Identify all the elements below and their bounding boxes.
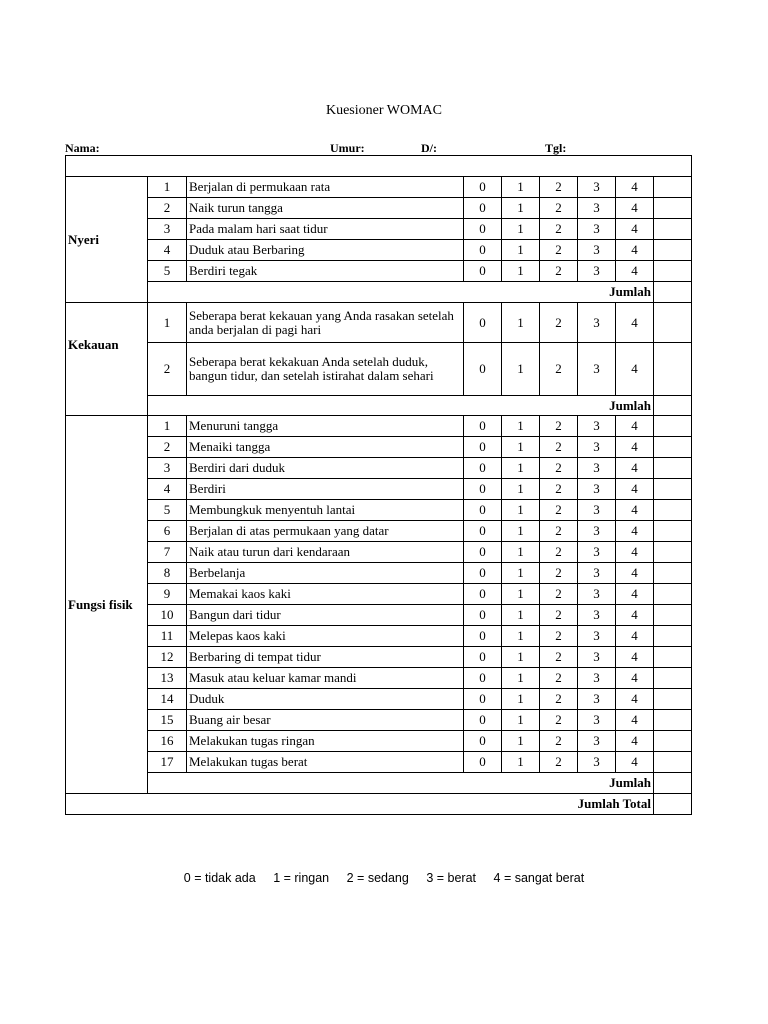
- item-number: 16: [148, 731, 187, 752]
- item-number: 8: [148, 563, 187, 584]
- score-option[interactable]: 0: [464, 240, 502, 261]
- item-text: Seberapa berat kekakuan Anda setelah duduk, bangun tidur, dan setelah istirahat dalam sehari: [187, 343, 464, 396]
- answer-cell[interactable]: [654, 458, 692, 479]
- score-option[interactable]: 2: [540, 689, 578, 710]
- legend-item: 2 = sedang: [346, 871, 409, 885]
- score-option[interactable]: 4: [616, 261, 654, 282]
- item-text: Membungkuk menyentuh lantai: [187, 500, 464, 521]
- score-option[interactable]: 4: [616, 437, 654, 458]
- answer-cell[interactable]: [654, 240, 692, 261]
- score-option[interactable]: 0: [464, 647, 502, 668]
- sum-value-cell[interactable]: [654, 282, 692, 303]
- legend-item: 1 = ringan: [273, 871, 330, 885]
- legend-item: 0 = tidak ada: [183, 871, 256, 885]
- item-number: 4: [148, 479, 187, 500]
- score-option[interactable]: 0: [464, 479, 502, 500]
- score-option[interactable]: 0: [464, 198, 502, 219]
- question-row: [66, 731, 692, 752]
- score-option[interactable]: 4: [616, 689, 654, 710]
- score-option[interactable]: 2: [540, 542, 578, 563]
- form-title: Kuesioner WOMAC: [325, 103, 442, 118]
- question-row: [66, 343, 692, 396]
- score-option[interactable]: 4: [616, 303, 654, 343]
- score-option[interactable]: 0: [464, 458, 502, 479]
- score-option[interactable]: 2: [540, 437, 578, 458]
- score-option[interactable]: 1: [502, 240, 540, 261]
- item-text: Duduk: [187, 689, 464, 710]
- tgl-label: Tgl:: [545, 141, 567, 155]
- item-number: 9: [148, 584, 187, 605]
- score-option[interactable]: 0: [464, 416, 502, 437]
- item-number: 11: [148, 626, 187, 647]
- item-text: Berjalan di permukaan rata: [187, 177, 464, 198]
- score-option[interactable]: 2: [540, 563, 578, 584]
- score-option[interactable]: 3: [578, 479, 616, 500]
- score-option[interactable]: 4: [616, 458, 654, 479]
- question-row: [66, 605, 692, 626]
- score-option[interactable]: 4: [616, 416, 654, 437]
- score-option[interactable]: 3: [578, 668, 616, 689]
- item-text: Melepas kaos kaki: [187, 626, 464, 647]
- item-text: Berjalan di atas permukaan yang datar: [187, 521, 464, 542]
- umur-label: Umur:: [330, 141, 365, 155]
- item-text: Melakukan tugas ringan: [187, 731, 464, 752]
- score-option[interactable]: 4: [616, 752, 654, 773]
- answer-cell[interactable]: [654, 647, 692, 668]
- question-row: [66, 458, 692, 479]
- score-option[interactable]: 2: [540, 198, 578, 219]
- score-option[interactable]: 3: [578, 343, 616, 396]
- section-sum-row: [66, 396, 692, 416]
- sum-label: Jumlah: [148, 773, 654, 794]
- legend-item: 4 = sangat berat: [493, 871, 585, 885]
- answer-cell[interactable]: [654, 437, 692, 458]
- section-label-kekauan: Kekauan: [66, 303, 148, 416]
- answer-cell[interactable]: [654, 584, 692, 605]
- legend-item: 3 = berat: [426, 871, 477, 885]
- item-number: 13: [148, 668, 187, 689]
- item-number: 15: [148, 710, 187, 731]
- question-row: [66, 542, 692, 563]
- score-option[interactable]: 4: [616, 479, 654, 500]
- score-option[interactable]: 0: [464, 343, 502, 396]
- score-option[interactable]: 3: [578, 177, 616, 198]
- question-row: [66, 303, 692, 343]
- question-row: [66, 521, 692, 542]
- item-number: 1: [148, 303, 187, 343]
- score-option[interactable]: 2: [540, 261, 578, 282]
- score-option[interactable]: 3: [578, 416, 616, 437]
- score-option[interactable]: 3: [578, 458, 616, 479]
- item-text: Bangun dari tidur: [187, 605, 464, 626]
- score-option[interactable]: 0: [464, 437, 502, 458]
- score-option[interactable]: 0: [464, 563, 502, 584]
- section-sum-row: [66, 282, 692, 303]
- score-option[interactable]: 2: [540, 647, 578, 668]
- item-text: Masuk atau keluar kamar mandi: [187, 668, 464, 689]
- item-text: Memakai kaos kaki: [187, 584, 464, 605]
- score-option[interactable]: 0: [464, 542, 502, 563]
- score-option[interactable]: 0: [464, 584, 502, 605]
- score-option[interactable]: 2: [540, 240, 578, 261]
- answer-cell[interactable]: [654, 689, 692, 710]
- item-number: 3: [148, 458, 187, 479]
- score-option[interactable]: 0: [464, 219, 502, 240]
- score-option[interactable]: 3: [578, 240, 616, 261]
- score-option[interactable]: 0: [464, 605, 502, 626]
- answer-cell[interactable]: [654, 710, 692, 731]
- item-text: Naik turun tangga: [187, 198, 464, 219]
- score-option[interactable]: 1: [502, 437, 540, 458]
- score-option[interactable]: 2: [540, 584, 578, 605]
- score-option[interactable]: 4: [616, 647, 654, 668]
- score-option[interactable]: 3: [578, 542, 616, 563]
- score-option[interactable]: 1: [502, 198, 540, 219]
- score-option[interactable]: 3: [578, 521, 616, 542]
- score-option[interactable]: 3: [578, 563, 616, 584]
- sum-label: Jumlah: [148, 396, 654, 416]
- item-number: 10: [148, 605, 187, 626]
- score-option[interactable]: 4: [616, 500, 654, 521]
- question-row: [66, 689, 692, 710]
- question-row: [66, 500, 692, 521]
- score-option[interactable]: 1: [502, 710, 540, 731]
- score-option[interactable]: 3: [578, 584, 616, 605]
- score-option[interactable]: 4: [616, 198, 654, 219]
- d-label: D/:: [421, 141, 437, 155]
- item-number: 2: [148, 437, 187, 458]
- score-option[interactable]: 1: [502, 521, 540, 542]
- item-text: Buang air besar: [187, 710, 464, 731]
- question-row: [66, 752, 692, 773]
- score-option[interactable]: 0: [464, 626, 502, 647]
- item-text: Berdiri tegak: [187, 261, 464, 282]
- item-number: 1: [148, 177, 187, 198]
- score-option[interactable]: 1: [502, 689, 540, 710]
- score-option[interactable]: 2: [540, 458, 578, 479]
- score-option[interactable]: 2: [540, 479, 578, 500]
- score-option[interactable]: 2: [540, 668, 578, 689]
- answer-cell[interactable]: [654, 626, 692, 647]
- section-sum-row: [66, 773, 692, 794]
- item-text: Duduk atau Berbaring: [187, 240, 464, 261]
- score-option[interactable]: 2: [540, 710, 578, 731]
- score-option[interactable]: 0: [464, 261, 502, 282]
- item-number: 5: [148, 500, 187, 521]
- question-row: [66, 647, 692, 668]
- item-text: Seberapa berat kekauan yang Anda rasakan setelah anda berjalan di pagi hari: [187, 303, 464, 343]
- score-option[interactable]: 1: [502, 500, 540, 521]
- sum-label: Jumlah: [148, 282, 654, 303]
- score-option[interactable]: 2: [540, 521, 578, 542]
- score-option[interactable]: 1: [502, 605, 540, 626]
- score-option[interactable]: 3: [578, 303, 616, 343]
- score-option[interactable]: 3: [578, 437, 616, 458]
- score-option[interactable]: 1: [502, 752, 540, 773]
- score-option[interactable]: 1: [502, 219, 540, 240]
- score-option[interactable]: 2: [540, 752, 578, 773]
- answer-cell[interactable]: [654, 416, 692, 437]
- score-option[interactable]: 3: [578, 647, 616, 668]
- score-option[interactable]: 1: [502, 458, 540, 479]
- item-number: 4: [148, 240, 187, 261]
- score-option[interactable]: 0: [464, 689, 502, 710]
- blank-cell: [66, 156, 692, 177]
- score-option[interactable]: 0: [464, 177, 502, 198]
- score-option[interactable]: 1: [502, 343, 540, 396]
- score-option[interactable]: 2: [540, 177, 578, 198]
- answer-cell[interactable]: [654, 343, 692, 396]
- question-row: [66, 584, 692, 605]
- score-option[interactable]: 4: [616, 584, 654, 605]
- item-text: Berdiri: [187, 479, 464, 500]
- score-option[interactable]: 4: [616, 563, 654, 584]
- score-option[interactable]: 3: [578, 752, 616, 773]
- score-option[interactable]: 2: [540, 303, 578, 343]
- answer-cell[interactable]: [654, 731, 692, 752]
- score-option[interactable]: 2: [540, 605, 578, 626]
- item-text: Berdiri dari duduk: [187, 458, 464, 479]
- answer-cell[interactable]: [654, 261, 692, 282]
- score-legend: [0, 871, 768, 885]
- womac-table: [65, 155, 692, 815]
- score-option[interactable]: 2: [540, 626, 578, 647]
- score-option[interactable]: 4: [616, 605, 654, 626]
- score-option[interactable]: 1: [502, 731, 540, 752]
- answer-cell[interactable]: [654, 219, 692, 240]
- answer-cell[interactable]: [654, 500, 692, 521]
- question-row: [66, 198, 692, 219]
- score-option[interactable]: 3: [578, 500, 616, 521]
- question-row: [66, 240, 692, 261]
- question-row: [66, 177, 692, 198]
- question-row: [66, 219, 692, 240]
- score-option[interactable]: 2: [540, 731, 578, 752]
- total-label: Jumlah Total: [66, 794, 654, 815]
- question-row: [66, 261, 692, 282]
- score-option[interactable]: 3: [578, 198, 616, 219]
- score-option[interactable]: 4: [616, 542, 654, 563]
- answer-cell[interactable]: [654, 668, 692, 689]
- score-option[interactable]: 4: [616, 177, 654, 198]
- item-number: 12: [148, 647, 187, 668]
- score-option[interactable]: 3: [578, 605, 616, 626]
- item-text: Naik atau turun dari kendaraan: [187, 542, 464, 563]
- answer-cell[interactable]: [654, 521, 692, 542]
- score-option[interactable]: 1: [502, 303, 540, 343]
- item-number: 5: [148, 261, 187, 282]
- answer-cell[interactable]: [654, 198, 692, 219]
- score-option[interactable]: 1: [502, 584, 540, 605]
- item-text: Pada malam hari saat tidur: [187, 219, 464, 240]
- score-option[interactable]: 2: [540, 500, 578, 521]
- score-option[interactable]: 3: [578, 261, 616, 282]
- question-row: [66, 710, 692, 731]
- answer-cell[interactable]: [654, 479, 692, 500]
- total-row: [66, 794, 692, 815]
- section-label-fungsi: Fungsi fisik: [66, 416, 148, 794]
- score-option[interactable]: 2: [540, 416, 578, 437]
- score-option[interactable]: 2: [540, 343, 578, 396]
- score-option[interactable]: 4: [616, 343, 654, 396]
- score-option[interactable]: 3: [578, 626, 616, 647]
- score-option[interactable]: 1: [502, 261, 540, 282]
- score-option[interactable]: 4: [616, 626, 654, 647]
- score-option[interactable]: 3: [578, 710, 616, 731]
- score-option[interactable]: 3: [578, 689, 616, 710]
- score-option[interactable]: 3: [578, 731, 616, 752]
- nama-label: Nama:: [65, 141, 100, 155]
- score-option[interactable]: 4: [616, 521, 654, 542]
- item-number: 17: [148, 752, 187, 773]
- question-row: [66, 437, 692, 458]
- score-option[interactable]: 2: [540, 219, 578, 240]
- answer-cell[interactable]: [654, 542, 692, 563]
- score-option[interactable]: 1: [502, 177, 540, 198]
- score-option[interactable]: 0: [464, 731, 502, 752]
- answer-cell[interactable]: [654, 605, 692, 626]
- item-number: 1: [148, 416, 187, 437]
- score-option[interactable]: 1: [502, 542, 540, 563]
- score-option[interactable]: 0: [464, 668, 502, 689]
- item-text: Melakukan tugas berat: [187, 752, 464, 773]
- score-option[interactable]: 1: [502, 647, 540, 668]
- question-row: [66, 416, 692, 437]
- question-row: [66, 668, 692, 689]
- sum-value-cell[interactable]: [654, 773, 692, 794]
- score-option[interactable]: 4: [616, 240, 654, 261]
- total-value-cell[interactable]: [654, 794, 692, 815]
- item-number: 2: [148, 198, 187, 219]
- answer-cell[interactable]: [654, 177, 692, 198]
- item-text: Menaiki tangga: [187, 437, 464, 458]
- answer-cell[interactable]: [654, 752, 692, 773]
- score-option[interactable]: 4: [616, 731, 654, 752]
- item-text: Menuruni tangga: [187, 416, 464, 437]
- score-option[interactable]: 4: [616, 219, 654, 240]
- item-number: 6: [148, 521, 187, 542]
- answer-cell[interactable]: [654, 303, 692, 343]
- question-row: [66, 479, 692, 500]
- score-option[interactable]: 4: [616, 668, 654, 689]
- item-text: Berbelanja: [187, 563, 464, 584]
- question-row: [66, 563, 692, 584]
- question-row: [66, 626, 692, 647]
- item-number: 14: [148, 689, 187, 710]
- section-label-nyeri: Nyeri: [66, 177, 148, 303]
- blank-row: [66, 156, 692, 177]
- score-option[interactable]: 1: [502, 563, 540, 584]
- score-option[interactable]: 0: [464, 710, 502, 731]
- item-number: 3: [148, 219, 187, 240]
- answer-cell[interactable]: [654, 563, 692, 584]
- score-option[interactable]: 0: [464, 500, 502, 521]
- score-option[interactable]: 4: [616, 710, 654, 731]
- score-option[interactable]: 3: [578, 219, 616, 240]
- score-option[interactable]: 1: [502, 479, 540, 500]
- score-option[interactable]: 0: [464, 303, 502, 343]
- score-option[interactable]: 1: [502, 626, 540, 647]
- item-number: 7: [148, 542, 187, 563]
- score-option[interactable]: 1: [502, 668, 540, 689]
- sum-value-cell[interactable]: [654, 396, 692, 416]
- score-option[interactable]: 0: [464, 752, 502, 773]
- score-option[interactable]: 0: [464, 521, 502, 542]
- score-option[interactable]: 1: [502, 416, 540, 437]
- item-text: Berbaring di tempat tidur: [187, 647, 464, 668]
- item-number: 2: [148, 343, 187, 396]
